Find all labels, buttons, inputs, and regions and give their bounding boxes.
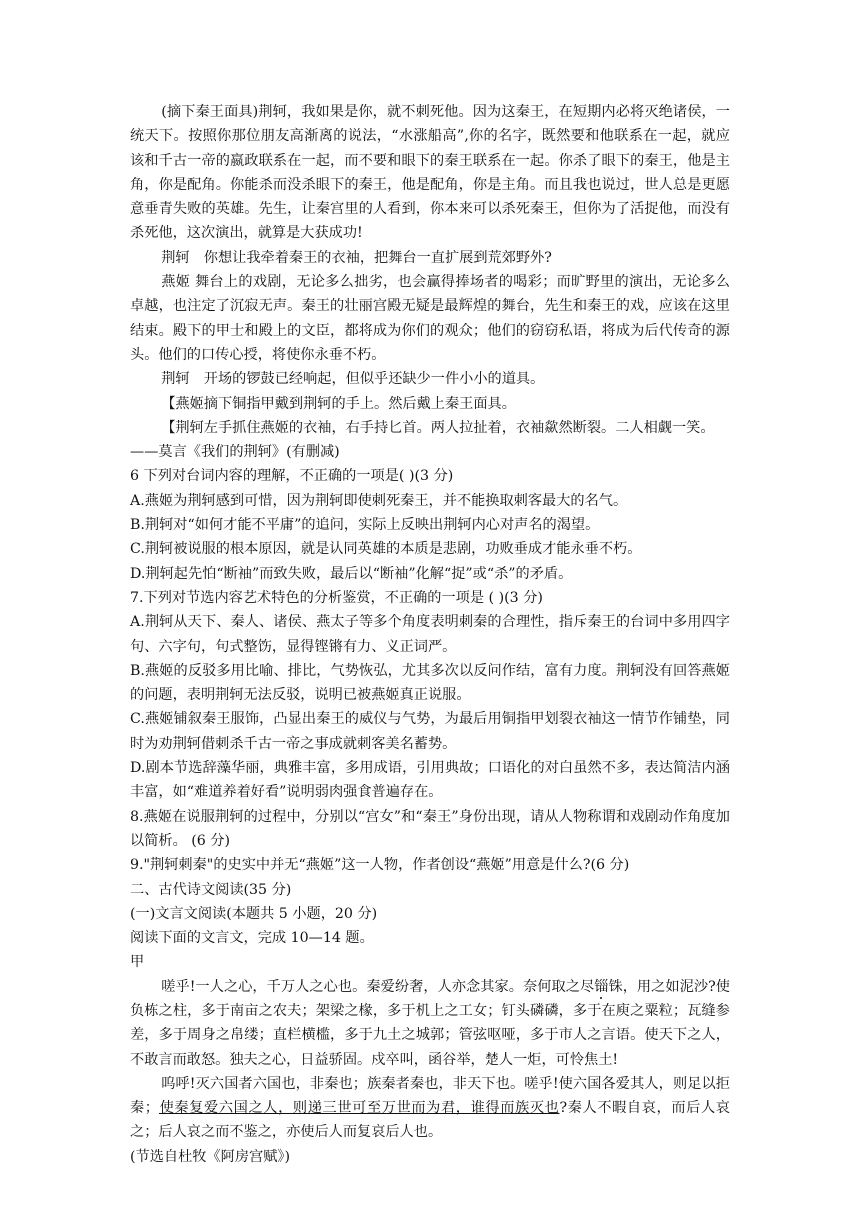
question-7-option-a: A.荆轲从天下、秦人、诸侯、燕太子等多个角度表明刺秦的合理性，指斥秦王的台词中多用四字句、六字句，句式整饬，显得铿锵有力、义正词严。	[130, 614, 730, 655]
document-content	[130, 100, 730, 1169]
passage-label: 甲	[130, 954, 145, 971]
passage-source: (节选自杜牧《阿房宫赋》)	[130, 1148, 291, 1165]
passage-p1-text-a: 嗟乎!一人之心，千万人之心也。秦爱纷奢，人亦念其家。奈何取之尽	[161, 978, 595, 995]
passage-p1-text-b: 铢，用之如泥沙?使负栋之柱，多于南亩之农夫；架梁之椽，多于机上之工女；钉头磷磷，多于在庾之粟粒；瓦缝参差，多于周身之帛缕；直栏横槛，多于九土之城郭；管弦呕哑，多于市人之言语。使天下之人，不敢言而敢怒。独夫之心，日益骄固。戍卒叫，函谷举，楚人一炬，可怜焦土!	[130, 978, 730, 1068]
question-6-option-b: B.荆轲对“如何才能不平庸”的追问，实际上反映出荆轲内心对声名的渴望。	[130, 517, 600, 534]
drama-line-jingke-1: 荆轲 你想让我牵着秦王的衣袖，把舞台一直扩展到荒郊野外?	[161, 249, 552, 266]
drama-line-jingke-2: 荆轲 开场的锣鼓已经响起，但似乎还缺少一件小小的道具。	[161, 371, 545, 388]
drama-line-yanji: 燕姬 舞台上的戏剧，无论多么拙劣，也会赢得捧场者的喝彩；而旷野里的演出，无论多么卓越，也注定了沉寂无声。秦王的壮丽宫殿无疑是最辉煌的舞台，先生和秦王的戏，应该在这里结束。殿下的甲士和殿上的文臣，都将成为你们的观众；他们的窃窃私语，将成为后代传奇的源头。他们的口传心授，将使你永垂不朽。	[130, 274, 730, 363]
drama-source: ——莫言《我们的荆轲》(有删减)	[130, 444, 340, 461]
passage-p2-text-b: ?秦人不暇自哀，而后人哀之；后人哀之而不鉴之，亦使后人而复哀后人也。	[130, 1100, 730, 1141]
section-2-title: 二、古代诗文阅读(35 分)	[130, 881, 292, 898]
question-7-option-d: D.剧本节选辞藻华丽，典雅丰富，多用成语，引用典故；口语化的对白虽然不多，表达简洁内涵丰富，如“难道养着好看”说明弱肉强食普遍存在。	[130, 760, 730, 801]
drama-paragraph-1: (摘下秦王面具)荆轲，我如果是你，就不刺死他。因为这秦王，在短期内必将灭绝诸侯，一统天下。按照你那位朋友高渐离的说法，“水涨船高”,你的名字，既然要和他联系在一起，就应该和千古一帝的嬴政联系在一起，而不要和眼下的秦王联系在一起。你杀了眼下的秦王，他是主角，你是配角。你能杀而没杀眼下的秦王，他是配角，你是主角。而且我也说过，世人总是更愿意垂青失败的英雄。先生，让秦宫里的人看到，你本来可以杀死秦王，但你为了活捉他，而没有杀死他，这次演出，就算是大获成功!	[130, 104, 730, 242]
passage-p2-text-a: 呜呼!灭六国者六国也，非秦也；族秦者秦也，非天下也。嗟乎!使六国各爱其人，则足以拒秦；	[130, 1075, 730, 1117]
question-7: 7.下列对节选内容艺术特色的分析鉴赏，不正确的一项是 ( )(3 分)	[130, 589, 543, 606]
question-9: 9."荆轲刺秦"的史实中并无“燕姬”这一人物，作者创设“燕姬”用意是什么?(6 分)	[130, 857, 630, 874]
underlined-sentence: 使秦复爱六国之人，则递三世可至万世而为君，谁得而族灭也	[159, 1100, 560, 1117]
section-2-instruction: 阅读下面的文言文，完成 10—14 题。	[130, 930, 374, 947]
stage-direction-1: 【燕姬摘下铜指甲戴到荆轲的手上。然后戴上秦王面具。	[161, 395, 516, 412]
question-7-option-b: B.燕姬的反驳多用比喻、排比，气势恢弘，尤其多次以反问作结，富有力度。荆轲没有回答燕姬的问题，表明荆轲无法反驳，说明已被燕姬真正说服。	[130, 662, 730, 704]
emphasis-dot-char: 锱	[594, 978, 609, 995]
stage-direction-2: 【荆轲左手抓住燕姬的衣袖，右手持匕首。两人拉扯着，衣袖歘然断裂。二人相觑一笑。	[161, 419, 715, 436]
passage-paragraph-2	[130, 1072, 730, 1145]
passage-paragraph-1	[130, 975, 730, 1072]
question-6-option-c: C.荆轲被说服的根本原因，就是认同英雄的本质是悲剧，功败垂成才能永垂不朽。	[130, 541, 642, 558]
question-6: 6 下列对台词内容的理解，不正确的一项是( )(3 分)	[130, 468, 454, 485]
question-6-option-a: A.燕姬为荆轲感到可惜，因为荆轲即使刺死秦王，并不能换取刺客最大的名气。	[130, 492, 628, 509]
question-6-option-d: D.荆轲起先怕“断袖”而致失败，最后以“断袖”化解“捉”或“杀”的矛盾。	[130, 565, 573, 582]
section-2-subtitle: (一)文言文阅读(本题共 5 小题，20 分)	[130, 905, 378, 922]
question-7-option-c: C.燕姬铺叙秦王服饰，凸显出秦王的威仪与气势，为最后用铜指甲划裂衣袖这一情节作铺垫，同时为劝荆轲借刺杀千古一帝之事成就刺客美名蓄势。	[130, 711, 730, 752]
question-8: 8.燕姬在说服荆轲的过程中，分别以“宫女”和“秦王”身份出现，请从人物称谓和戏剧动作角度加以简析。 (6 分)	[130, 808, 730, 849]
